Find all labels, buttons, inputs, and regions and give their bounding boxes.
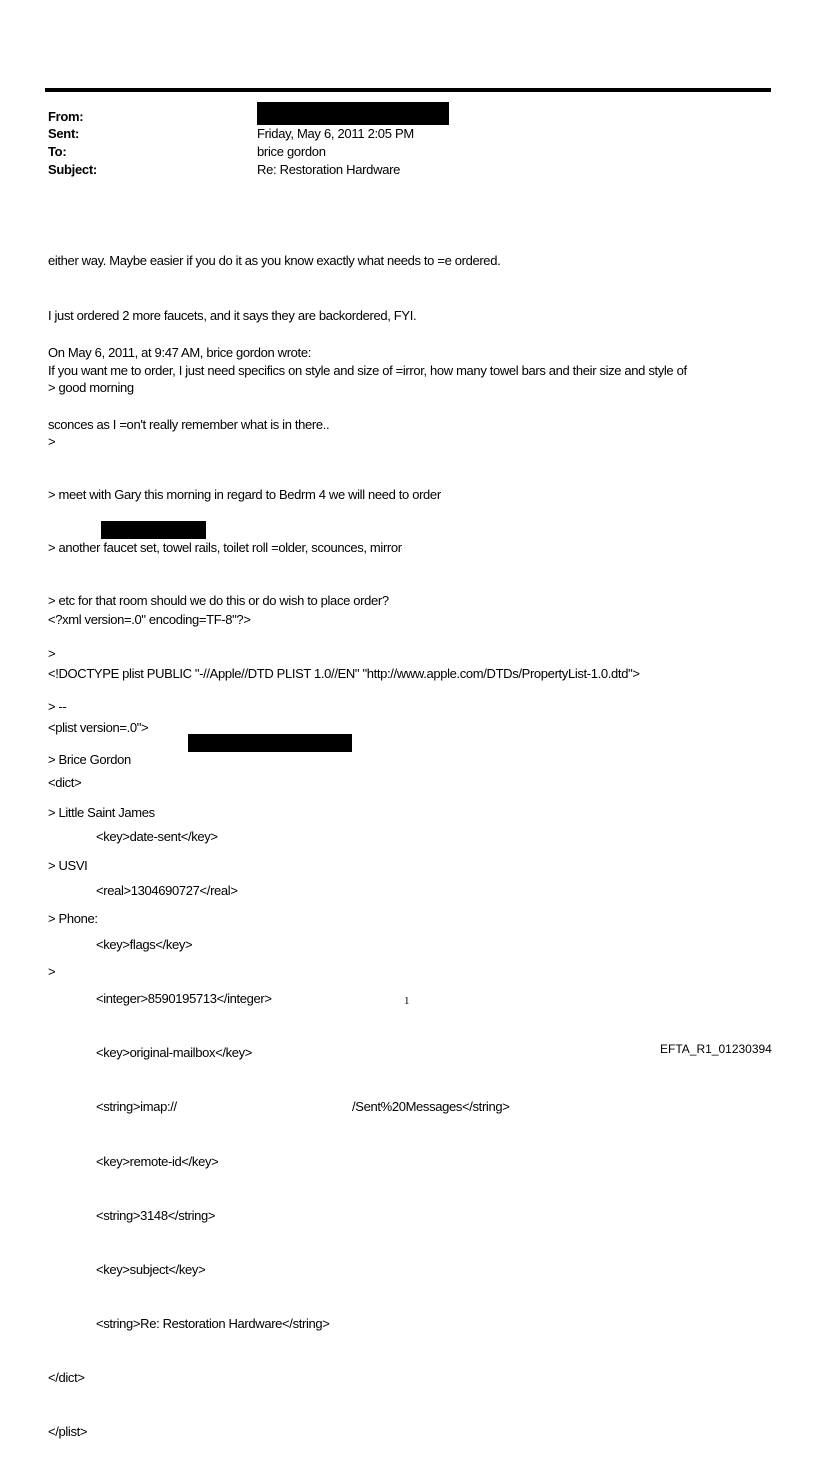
xml-line: <real>1304690727</real> xyxy=(96,882,238,898)
xml-line: <integer>8590195713</integer> xyxy=(96,991,272,1007)
quoted-line: > xyxy=(48,964,56,980)
redaction-from xyxy=(257,102,449,125)
from-label: From: xyxy=(48,109,84,124)
xml-line: <plist version=.0"> xyxy=(48,720,149,736)
page-number: 1 xyxy=(404,995,410,1007)
quoted-line: > meet with Gary this morning in regard to Bedrm 4 we will need to order xyxy=(48,486,441,502)
plist-xml xyxy=(48,575,640,1459)
header-rule xyxy=(45,88,771,92)
xml-line: <string>3148</string> xyxy=(96,1207,216,1223)
quoted-line: > -- xyxy=(48,698,67,714)
imap-suffix: /Sent%20Messages</string> xyxy=(352,1099,510,1115)
xml-line: </dict> xyxy=(48,1370,85,1386)
imap-prefix: <string>imap:// xyxy=(96,1099,177,1115)
body-line: either way. Maybe easier if you do it as you know exactly what needs to =e ordered. xyxy=(48,253,501,269)
body-line: If you want me to order, I just need specifics on style and size of =irror, how many towel bars and their size and style of xyxy=(48,362,687,378)
to-label: To: xyxy=(48,144,67,159)
xml-line: <key>date-sent</key> xyxy=(96,828,218,844)
quoted-line: > good morning xyxy=(48,380,134,396)
xml-line: <key>subject</key> xyxy=(96,1261,206,1277)
body-line: I just ordered 2 more faucets, and it says they are backordered, FYI. xyxy=(48,308,417,323)
document-id: EFTA_R1_01230394 xyxy=(660,1042,772,1056)
quoted-line: > USVI xyxy=(48,858,88,874)
subject-value: Re: Restoration Hardware xyxy=(257,162,401,177)
xml-line: </plist> xyxy=(48,1424,88,1440)
subject-label: Subject: xyxy=(48,162,97,177)
to-value: brice gordon xyxy=(257,144,326,159)
xml-line: <dict> xyxy=(48,774,82,790)
quoted-line: > Phone: xyxy=(48,911,98,927)
reply-intro-line: On May 6, 2011, at 9:47 AM, brice gordon wrote: xyxy=(48,345,311,361)
quoted-line: > etc for that room should we do this or do wish to place order? xyxy=(48,592,389,608)
quoted-line: > Brice Gordon xyxy=(48,752,131,768)
sent-value: Friday, May 6, 2011 2:05 PM xyxy=(257,126,414,141)
quoted-line: > xyxy=(48,645,56,661)
quoted-line: > Little Saint James xyxy=(48,805,155,821)
xml-line: <key>flags</key> xyxy=(96,936,193,952)
xml-line-imap xyxy=(48,1098,640,1116)
xml-line: <!DOCTYPE plist PUBLIC "-//Apple//DTD PLIST 1.0//EN" "http://www.apple.com/DTDs/PropertyList-1.0.dtd"> xyxy=(48,666,640,682)
redaction-phone xyxy=(101,521,206,539)
xml-line: <key>original-mailbox</key> xyxy=(96,1045,253,1061)
body-line: sconces as I =on't really remember what is in there.. xyxy=(48,417,330,433)
xml-line: <key>remote-id</key> xyxy=(96,1153,219,1169)
xml-line: <string>Re: Restoration Hardware</string> xyxy=(96,1315,330,1331)
quoted-line: > another faucet set, towel rails, toilet roll =older, scounces, mirror xyxy=(48,539,402,555)
xml-line: <?xml version=.0" encoding=TF-8"?> xyxy=(48,612,251,628)
sent-label: Sent: xyxy=(48,126,80,141)
quoted-line: > xyxy=(48,433,56,449)
redaction-imap xyxy=(188,734,352,752)
